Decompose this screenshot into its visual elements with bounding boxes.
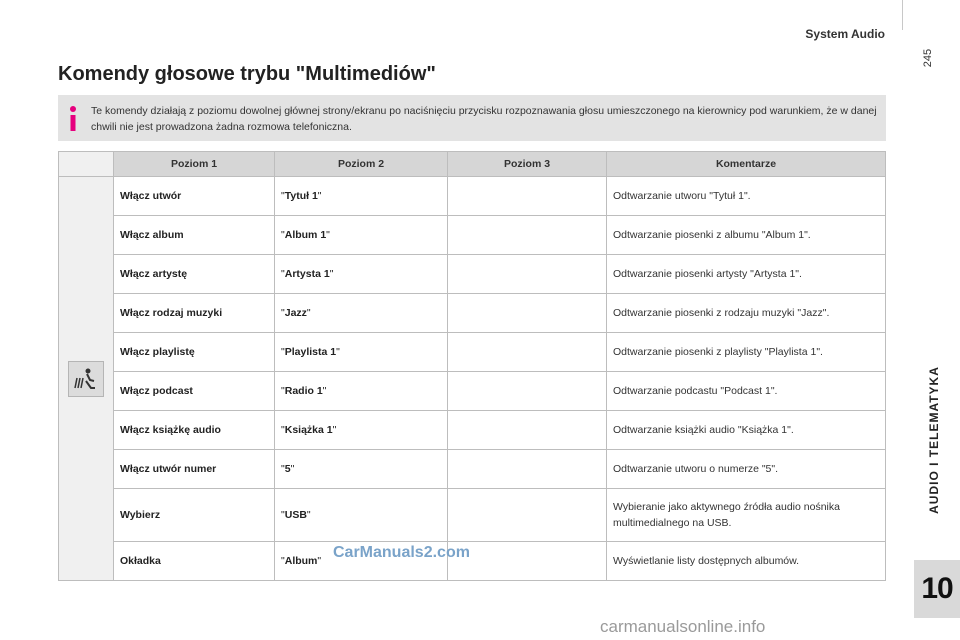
column-header: Poziom 1 xyxy=(114,152,275,177)
comment-cell: Wybieranie jako aktywnego źródła audio nośnika multimedialnego na USB. xyxy=(607,489,886,542)
info-box xyxy=(58,95,886,141)
level1-cell: Włącz album xyxy=(114,216,275,255)
table-row xyxy=(59,216,886,255)
section-title: System Audio xyxy=(805,27,885,41)
icon-column-header xyxy=(59,152,114,177)
voice-command-icon xyxy=(68,361,104,397)
level2-cell: "USB" xyxy=(275,489,448,542)
header-divider xyxy=(902,0,903,30)
level2-value: Książka 1 xyxy=(284,424,333,436)
level1-cell: Okładka xyxy=(114,542,275,581)
level2-value: 5 xyxy=(284,463,291,475)
level2-cell: "5" xyxy=(275,450,448,489)
level1-cell: Włącz rodzaj muzyki xyxy=(114,294,275,333)
table-row xyxy=(59,177,886,216)
level3-cell xyxy=(448,177,607,216)
comment-cell: Odtwarzanie podcastu "Podcast 1". xyxy=(607,372,886,411)
level2-cell: "Radio 1" xyxy=(275,372,448,411)
level2-value: Album 1 xyxy=(284,229,327,241)
level2-cell: "Jazz" xyxy=(275,294,448,333)
page-title: Komendy głosowe trybu "Multimediów" xyxy=(58,63,436,85)
column-header: Poziom 3 xyxy=(448,152,607,177)
page-number: 245 xyxy=(922,48,934,68)
level1-cell: Włącz podcast xyxy=(114,372,275,411)
column-header: Komentarze xyxy=(607,152,886,177)
level3-cell xyxy=(448,255,607,294)
chapter-side-label: AUDIO I TELEMATYKA xyxy=(927,366,941,514)
level3-cell xyxy=(448,450,607,489)
table-row xyxy=(59,489,886,542)
comment-cell: Odtwarzanie utworu "Tytuł 1". xyxy=(607,177,886,216)
table-row xyxy=(59,255,886,294)
level2-value: Tytuł 1 xyxy=(284,190,318,202)
table-row xyxy=(59,372,886,411)
level2-value: Radio 1 xyxy=(284,385,323,397)
level1-cell: Włącz książkę audio xyxy=(114,411,275,450)
level1-cell: Włącz utwór numer xyxy=(114,450,275,489)
icon-cell xyxy=(59,177,114,581)
info-icon xyxy=(66,101,80,135)
level2-cell: "Album" xyxy=(275,542,448,581)
table-header-row xyxy=(59,152,886,177)
level3-cell xyxy=(448,216,607,255)
table-row xyxy=(59,333,886,372)
level2-value: Artysta 1 xyxy=(284,268,330,280)
table-row xyxy=(59,411,886,450)
level3-cell xyxy=(448,294,607,333)
level2-cell: "Tytuł 1" xyxy=(275,177,448,216)
level2-value: Jazz xyxy=(284,307,307,319)
watermark-carmanuals2: CarManuals2.com xyxy=(333,544,470,561)
watermark-carmanualsonline: carmanualsonline.info xyxy=(600,617,766,636)
level2-cell: "Album 1" xyxy=(275,216,448,255)
level1-cell: Włącz utwór xyxy=(114,177,275,216)
level2-cell: "Artysta 1" xyxy=(275,255,448,294)
level2-value: Playlista 1 xyxy=(284,346,337,358)
comment-cell: Odtwarzanie książki audio "Książka 1". xyxy=(607,411,886,450)
chapter-number: 10 xyxy=(914,560,960,618)
comment-cell: Odtwarzanie utworu o numerze "5". xyxy=(607,450,886,489)
info-text: Te komendy działają z poziomu dowolnej głównej strony/ekranu po naciśnięciu przycisku rozpoznawania głosu umieszczonego na kierownicy pod warunkiem, że w danej chwili nie jest prowadzona żadna rozmowa telefoniczna. xyxy=(91,105,877,133)
column-header: Poziom 2 xyxy=(275,152,448,177)
level1-cell: Włącz playlistę xyxy=(114,333,275,372)
level2-cell: "Książka 1" xyxy=(275,411,448,450)
comment-cell: Odtwarzanie piosenki z albumu "Album 1". xyxy=(607,216,886,255)
table-row xyxy=(59,542,886,581)
level1-cell: Wybierz xyxy=(114,489,275,542)
level3-cell xyxy=(448,372,607,411)
comment-cell: Wyświetlanie listy dostępnych albumów. xyxy=(607,542,886,581)
comment-cell: Odtwarzanie piosenki z playlisty "Playlista 1". xyxy=(607,333,886,372)
level1-cell: Włącz artystę xyxy=(114,255,275,294)
level2-value: USB xyxy=(284,509,307,521)
comment-cell: Odtwarzanie piosenki z rodzaju muzyki "Jazz". xyxy=(607,294,886,333)
level2-cell: "Playlista 1" xyxy=(275,333,448,372)
table-row xyxy=(59,294,886,333)
table-row xyxy=(59,450,886,489)
level3-cell xyxy=(448,411,607,450)
level3-cell xyxy=(448,333,607,372)
comment-cell: Odtwarzanie piosenki artysty "Artysta 1". xyxy=(607,255,886,294)
level3-cell xyxy=(448,489,607,542)
voice-commands-table xyxy=(58,151,886,581)
level3-cell xyxy=(448,542,607,581)
level2-value: Album xyxy=(284,555,318,567)
